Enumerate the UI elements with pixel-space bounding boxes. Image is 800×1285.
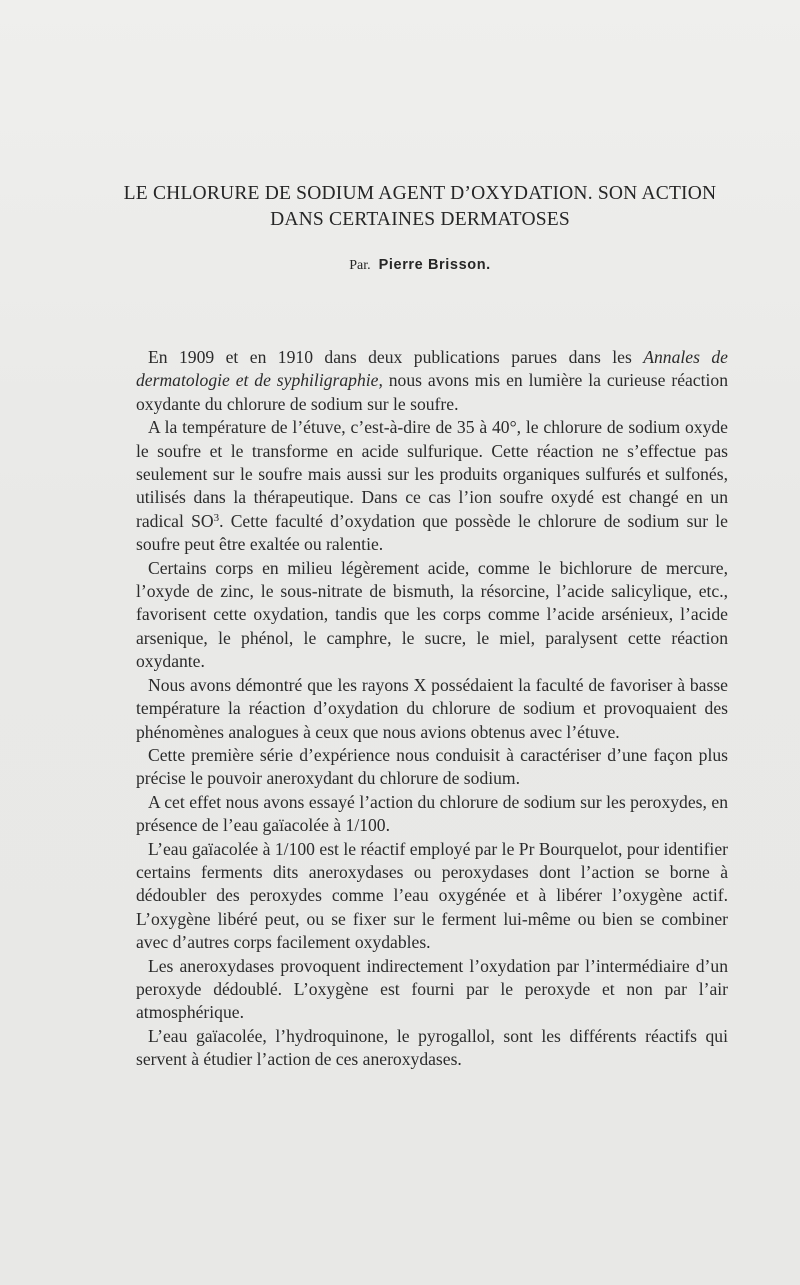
title-line-1: LE CHLORURE DE SODIUM AGENT D’OXYDATION. SON ACTION [123, 183, 717, 204]
article-title [100, 181, 740, 233]
paragraph-5: Cette première série d’expérience nous conduisit à caractériser d’une façon plus précise le pouvoir aneroxydant du chlorure de sodium. [136, 744, 728, 789]
title-line-2: DANS CERTAINES DERMATOSES [270, 209, 570, 230]
superscript-3: 3 [213, 511, 220, 524]
paragraph-7: L’eau gaïacolée à 1/100 est le réactif employé par le Pr Bourquelot, pour identifier certains ferments dits aneroxydases ou peroxydases dont l’action se borne à dédoubler des peroxydes comme l’eau oxygénée et à libérer l’oxygène actif. L’oxygène libéré peut, ou se fixer sur le ferment lui-même ou bien se combiner avec d’autres corps facilement oxydables. [136, 838, 728, 953]
journal-title-italic: Annales de dermatologie et de syphiligraphie, [136, 347, 728, 391]
author-prefix: Par. [349, 258, 371, 273]
paragraph-8: Les aneroxydases provoquent indirectement l’oxydation par l’intermédiaire d’un peroxyde dédoublé. L’oxygène est fourni par le peroxyde et non par l’air atmosphérique. [136, 955, 728, 1023]
author-name: Pierre Brisson. [378, 257, 491, 273]
author-byline [100, 255, 740, 276]
paragraph-6: A cet effet nous avons essayé l’action du chlorure de sodium sur les peroxydes, en présence de l’eau gaïacolée à 1/100. [136, 791, 728, 836]
paragraph-2-text-a: A la température de l’étuve, c’est-à-dire de 35 à 40°, le chlorure de sodium oxyde le soufre et le transforme en acide sulfurique. Cette réaction ne s’effectue pas seulement sur le soufre mais aussi sur les produits organiques sulfurés et sulfonés, utilisés dans la thérapeutique. Dans ce cas l’ion soufre oxydé est changé en un radical SO [136, 417, 728, 531]
paragraph-1-text-a: En 1909 et en 1910 dans deux publications parues dans les [148, 347, 644, 367]
paragraph-9: L’eau gaïacolée, l’hydroquinone, le pyrogallol, sont les différents réactifs qui servent à étudier l’action de ces aneroxydases. [136, 1025, 728, 1070]
paragraph-3: Certains corps en milieu légèrement acide, comme le bichlorure de mercure, l’oxyde de zinc, le sous-nitrate de bismuth, la résorcine, l’acide salicylique, etc., favorisent cette oxydation, tandis que les corps comme l’acide arsénieux, l’acide arsenique, le phénol, le camphre, le sucre, le miel, paralysent cette réaction oxydante. [136, 557, 728, 672]
paragraph-1-text-b: nous avons mis en lumière la curieuse réaction oxydante du chlorure de sodium sur le soufre. [136, 370, 728, 414]
paragraph-2-text-b: . Cette faculté d’oxydation que possède le chlorure de sodium sur le soufre peut être exaltée ou ralentie. [136, 510, 728, 555]
paragraph-2 [136, 416, 728, 556]
article-body [136, 346, 728, 1072]
paragraph-1 [136, 346, 728, 416]
paragraph-4: Nous avons démontré que les rayons X possédaient la faculté de favoriser à basse température la réaction d’oxydation du chlorure de sodium et provoquaient des phénomènes analogues à ceux que nous avions obtenus avec l’étuve. [136, 674, 728, 742]
